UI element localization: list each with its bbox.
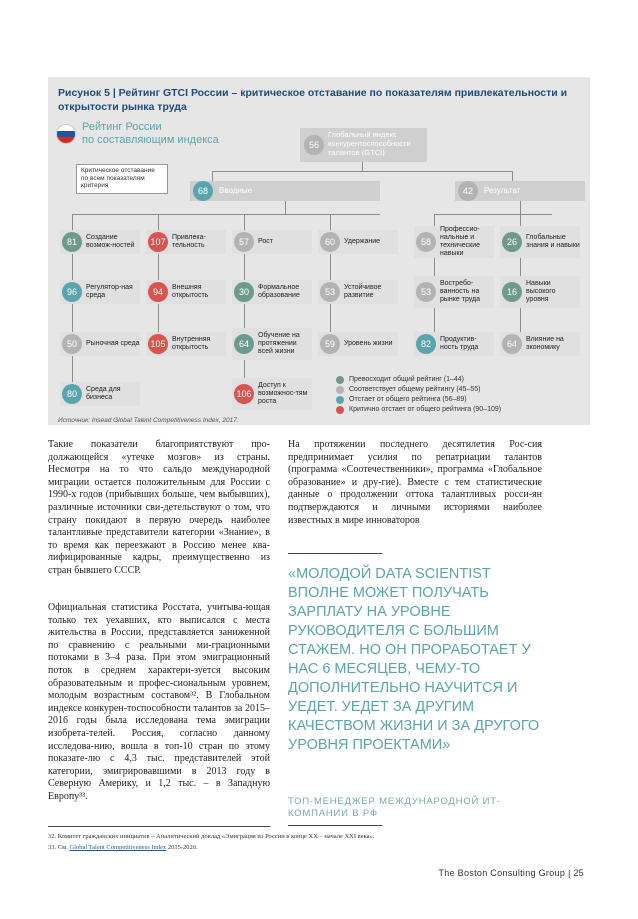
- quote-rule-bottom: [288, 825, 382, 826]
- connector-line: [285, 201, 286, 214]
- legend-dot-icon: [336, 406, 344, 414]
- cell-regulatory: [60, 280, 140, 304]
- cell-score: 81: [62, 232, 82, 252]
- russia-rating-line1: Рейтинг России: [82, 121, 162, 133]
- cell-business-landscape: [60, 382, 140, 406]
- global-index-label: Глобальный индекс конкурентоспособности талантов (GTCI): [328, 130, 411, 157]
- cell-lifestyle: [318, 332, 398, 356]
- legend-label: Критично отстает от общего рейтинга (90–109): [349, 406, 502, 413]
- global-index-score: 56: [304, 135, 324, 155]
- legend-item: [336, 405, 501, 415]
- russia-rating-title: [82, 121, 219, 147]
- cell-lifelong-learning: [232, 328, 312, 360]
- cell-label: Доступ к возможнос-тям роста: [258, 382, 308, 405]
- outputs-label: Результат: [484, 186, 521, 195]
- footnote-33-link[interactable]: Global Talent Competitiveness Index: [69, 844, 167, 851]
- russia-flag-icon: [56, 124, 76, 144]
- cell-score: 107: [148, 232, 168, 252]
- cell-score: 16: [502, 282, 522, 302]
- legend-item: [336, 395, 501, 405]
- cell-creation: [60, 230, 140, 254]
- cell-score: 53: [416, 282, 436, 302]
- outputs-score: 42: [458, 181, 478, 201]
- footnote-33: [48, 843, 588, 852]
- cell-score: 105: [148, 334, 168, 354]
- footnote-rule: [48, 826, 270, 827]
- quote-author: ТОП-МЕНЕДЖЕР МЕЖДУНАРОДНОЙ ИТ-КОМПАНИИ В РФ: [288, 796, 501, 819]
- legend-dot-icon: [336, 376, 344, 384]
- cell-label: Внешняя открытость: [172, 284, 209, 299]
- body-paragraph-right-1: На протяжении последнего десятилетия Рос-сия предпринимает усилия по репатриации талантов (программа «Соотечественники», программа «Глобальное образование» и дру-гие). Вместе с тем статистические данные о продолжении оттока талантливых росси-ян подтверждаются и личными историями наиболее известных в мире инноваторов: [288, 439, 542, 526]
- russia-rating-line2: по составляющим индекса: [82, 134, 219, 146]
- legend-label: Превосходит общий рейтинг (1–44): [349, 376, 464, 383]
- cell-label: Формальное образование: [258, 284, 300, 299]
- cell-growth: [232, 230, 312, 254]
- legend-label: Отстает от общего рейтинга (56–89): [349, 396, 467, 403]
- cell-retention: [318, 230, 398, 254]
- cell-score: 30: [234, 282, 254, 302]
- cell-label: Продуктив-ность труда: [440, 336, 479, 351]
- footnote-33-suffix: 2015-2020.: [166, 844, 198, 851]
- cell-label: Востребо-ванность на рынке труда: [440, 280, 481, 303]
- cell-label: Влияние на экономику: [526, 336, 564, 351]
- inputs-score: 68: [193, 181, 213, 201]
- cell-score: 60: [320, 232, 340, 252]
- cell-label: Рост: [258, 238, 273, 245]
- figure-source: Источник: Insead Global Talent Competitiveness Index, 2017.: [58, 417, 239, 424]
- cell-score: 26: [502, 232, 522, 252]
- cell-score: 82: [416, 334, 436, 354]
- cell-label: Рыночная среда: [86, 340, 140, 347]
- cell-external-openness: [146, 280, 226, 304]
- cell-score: 64: [234, 334, 254, 354]
- connector-line: [212, 171, 512, 172]
- legend-item: [336, 375, 501, 385]
- connector-line: [512, 171, 513, 181]
- legend-item: [336, 385, 501, 395]
- cell-label: Привлека-тельность: [172, 234, 206, 249]
- inputs-label: Вводные: [219, 186, 253, 195]
- cell-label: Уровень жизни: [344, 340, 393, 347]
- cell-score: 59: [320, 334, 340, 354]
- cell-label: Навыки высокого уровня: [526, 280, 556, 303]
- cell-sustainability: [318, 280, 398, 304]
- cell-score: 106: [234, 384, 254, 404]
- cell-label: Удержание: [344, 238, 381, 245]
- cell-attractiveness: [146, 230, 226, 254]
- cell-score: 96: [62, 282, 82, 302]
- footnote-32: 32. Комитет гражданских инициатив – Аналитический доклад «Эмиграция из России в конце XX – начале XXI века».: [48, 833, 375, 840]
- cell-label: Обучение на протяжении всей жизни: [258, 332, 300, 355]
- cell-economic-impact: [500, 332, 580, 356]
- legend-dot-icon: [336, 386, 344, 394]
- cell-label: Профессио-нальные и технические навыки: [440, 226, 481, 257]
- cell-labour-productivity: [414, 332, 494, 356]
- cell-formal-education: [232, 280, 312, 304]
- cell-market-landscape: [60, 332, 140, 356]
- cell-score: 80: [62, 384, 82, 404]
- cell-score: 58: [416, 232, 436, 252]
- cell-score: 50: [62, 334, 82, 354]
- connector-line: [72, 214, 380, 215]
- cell-score: 57: [234, 232, 254, 252]
- critical-note: Критическое отставание по всем показателям критерия: [76, 164, 168, 194]
- cell-global-knowledge: [500, 226, 580, 258]
- cell-score: 53: [320, 282, 340, 302]
- cell-internal-openness: [146, 332, 226, 356]
- connector-line: [212, 171, 213, 181]
- cell-score: 94: [148, 282, 168, 302]
- legend-label: Соответствует общему рейтингу (45–55): [349, 386, 481, 393]
- cell-label: Создание возмож-ностей: [86, 234, 135, 249]
- body-paragraph-left-2: Официальная статистика Росстата, учитыва-ющая только тех уехавших, кто выписался с места жительства в России, представляется заниженной по сравнению с реальными ми-грационными потоками в 3–4 раза. При этом эмиграционный поток в среднем характери-зуется высоким образовательным и профес-сиональным уровнем, молодым возрастным составом³². В Глобальном индексе конкурен-тоспособности талантов за 2015–2016 годы была исследована тема эмиграции изобрета-телей. Россия, согласно данному исследова-нию, вошла в топ-10 стран по этому показате-лю с 4,3 тыс. представителей этой категории, эмигрировавшими в 2013 году в Северную Америку, и 1,2 тыс. – в Западную Европу³³.: [48, 602, 270, 802]
- cell-score: 64: [502, 334, 522, 354]
- body-paragraph-left-1: Такие показатели благоприятствуют про-должающейся «утечке мозгов» из страны. Несмотря на то что сальдо международной миграции остается положительным для России с 1990-х годов (прибывших больше, чем выбывших), различные источники сви-детельствуют о том, что страну покидают в первую очередь наиболее талантливые представители категории «Знание», в то время как переезжают в Россию менее ква-лифицированные кадры, преимущественно из стран бывшего СССР.: [48, 439, 270, 576]
- cell-label: Глобальные знания и навыки: [526, 234, 580, 249]
- figure-legend: [336, 375, 501, 415]
- pull-quote: «МОЛОДОЙ DATA SCIENTIST ВПОЛНЕ МОЖЕТ ПОЛУЧАТЬ ЗАРПЛАТУ НА УРОВНЕ РУКОВОДИТЕЛЯ С БОЛЬШИМ СТАЖЕМ. НО ОН ПРОРАБОТАЕТ У НАС 6 МЕСЯЦЕВ, ЧЕМУ-ТО ДОПОЛНИТЕЛЬНО НАУЧИТСЯ И УЕДЕТ. УЕДЕТ ЗА ДРУГИМ КАЧЕСТВОМ ЖИЗНИ И ЗА ДРУГОГО УРОВНЯ ПРОЕКТАМИ»: [288, 566, 540, 753]
- figure-title: Рисунок 5 | Рейтинг GTCI России – критическое отставание по показателям привлекательности и открытости рынка труда: [58, 87, 568, 113]
- page-footer: The Boston Consulting Group | 25: [438, 868, 584, 878]
- footnote-33-prefix: 33. См.: [48, 844, 70, 851]
- cell-access-growth: [232, 378, 312, 410]
- legend-dot-icon: [336, 396, 344, 404]
- cell-high-level-skills: [500, 276, 580, 308]
- cell-label: Среда для бизнеса: [86, 386, 121, 401]
- cell-label: Регулятор-ная среда: [86, 284, 133, 299]
- cell-label: Устойчивое развитие: [344, 284, 382, 299]
- connector-line: [434, 214, 552, 215]
- cell-employability: [414, 276, 494, 308]
- quote-rule-top: [288, 553, 382, 554]
- cell-label: Внутренняя открытость: [172, 336, 211, 351]
- connector-line: [520, 201, 521, 214]
- cell-professional-skills: [414, 226, 494, 258]
